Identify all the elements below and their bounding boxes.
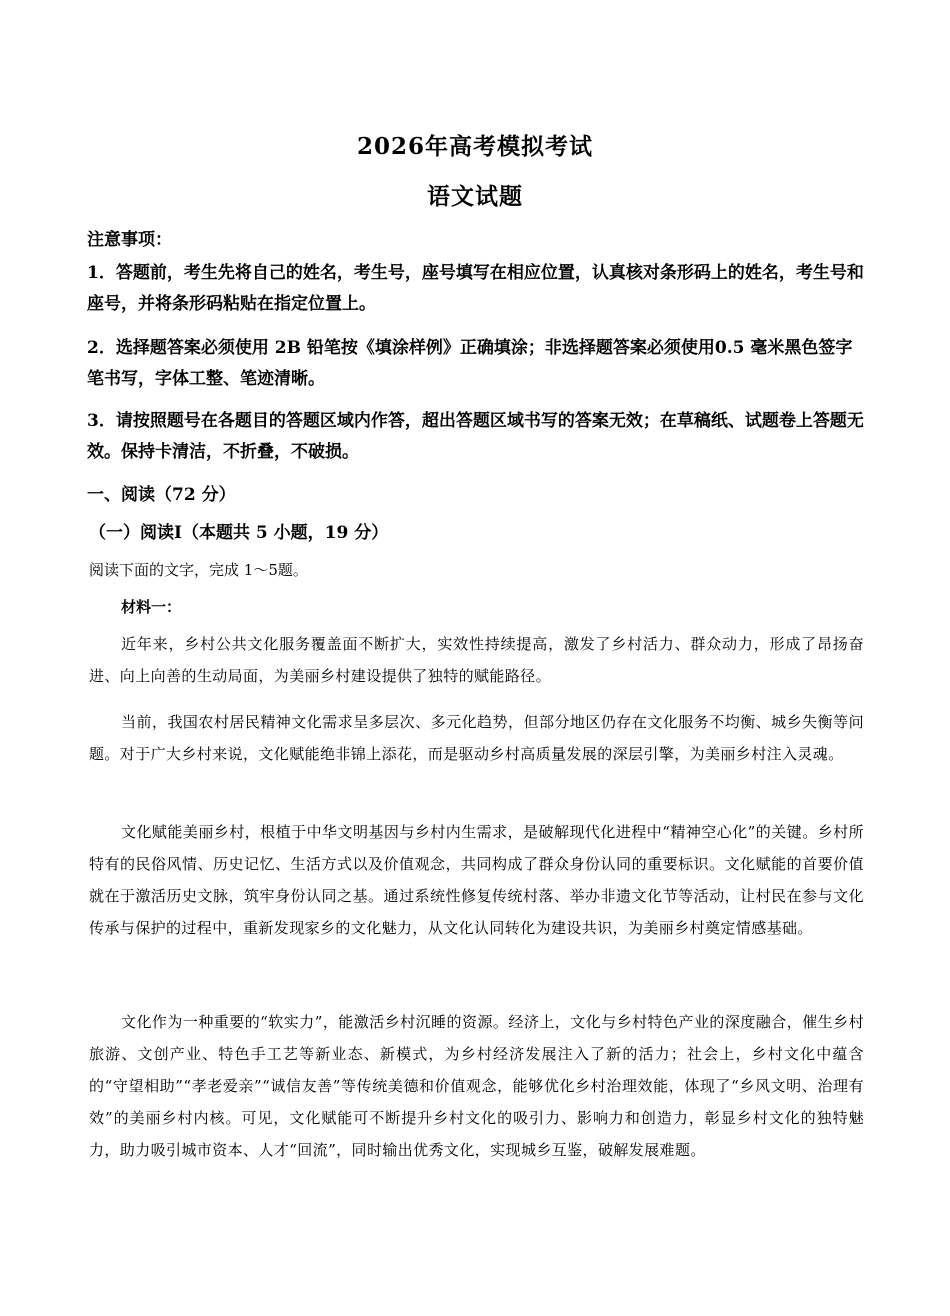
section-title: 一、阅读（72 分）	[87, 485, 236, 505]
material-paragraph-3: 文化赋能美丽乡村，根植于中华文明基因与乡村内生需求，是破解现代化进程中“精神空心化”的关键。乡村所特有的民俗风情、历史记忆、生活方式以及价值观念，共同构成了群众身份认同的重要标识。文化赋能的首要价值就在于激活历史文脉，筑牢身份认同之基。通过系统性修复传统村落、举办非遗文化节等活动，让村民在参与文化传承与保护的过程中，重新发现家乡的文化魅力，从文化认同转化为建设共识，为美丽乡村奠定情感基础。	[89, 823, 864, 937]
notice-item-3: 3．请按照题号在各题目的答题区域内作答，超出答题区域书写的答案无效；在草稿纸、试题卷上答题无效。保持卡清洁，不折叠，不破损。	[87, 411, 864, 462]
material-paragraph-2: 当前，我国农村居民精神文化需求呈多层次、多元化趋势，但部分地区仍存在文化服务不均衡、城乡失衡等问题。对于广大乡村来说，文化赋能绝非锦上添花，而是驱动乡村高质量发展的深层引擎，为美丽乡村注入灵魂。	[89, 713, 864, 763]
subsection-title: （一）阅读Ⅰ（本题共 5 小题，19 分）	[89, 523, 389, 543]
material-paragraph-4: 文化作为一种重要的“软实力”，能激活乡村沉睡的资源。经济上，文化与乡村特色产业的深度融合，催生乡村旅游、文创产业、特色手工艺等新业态、新模式，为乡村经济发展注入了新的活力；社会上，乡村文化中蕴含的“守望相助”“孝老爱亲”“诚信友善”等传统美德和价值观念，能够优化乡村治理效能，体现了“乡风文明、治理有效”的美丽乡村内核。可见，文化赋能可不断提升乡村文化的吸引力、影响力和创造力，彰显乡村文化的独特魅力，助力吸引城市资本、人才“回流”，同时输出优秀文化，实现城乡互鉴，破解发展难题。	[89, 1013, 864, 1159]
reading-instruction: 阅读下面的文字，完成 1～5题。	[89, 561, 308, 579]
material-paragraph-1: 近年来，乡村公共文化服务覆盖面不断扩大，实效性持续提高，激发了乡村活力、群众动力，形成了昂扬奋进、向上向善的生动局面，为美丽乡村建设提供了独特的赋能路径。	[89, 635, 864, 685]
material-label: 材料一：	[121, 598, 182, 616]
notice-item-1: 1．答题前，考生先将自己的姓名，考生号，座号填写在相应位置，认真核对条形码上的姓名，考生号和座号，并将条形码粘贴在指定位置上。	[87, 263, 864, 314]
exam-subtitle: 语文试题	[427, 183, 523, 210]
exam-title: 2026年高考模拟考试	[356, 133, 593, 160]
notice-item-2: 2．选择题答案必须使用 2B 铅笔按《填涂样例》正确填涂；非选择题答案必须使用0.5 毫米黑色签字笔书写，字体工整、笔迹清晰。	[87, 338, 853, 389]
notice-heading: 注意事项：	[87, 230, 172, 250]
